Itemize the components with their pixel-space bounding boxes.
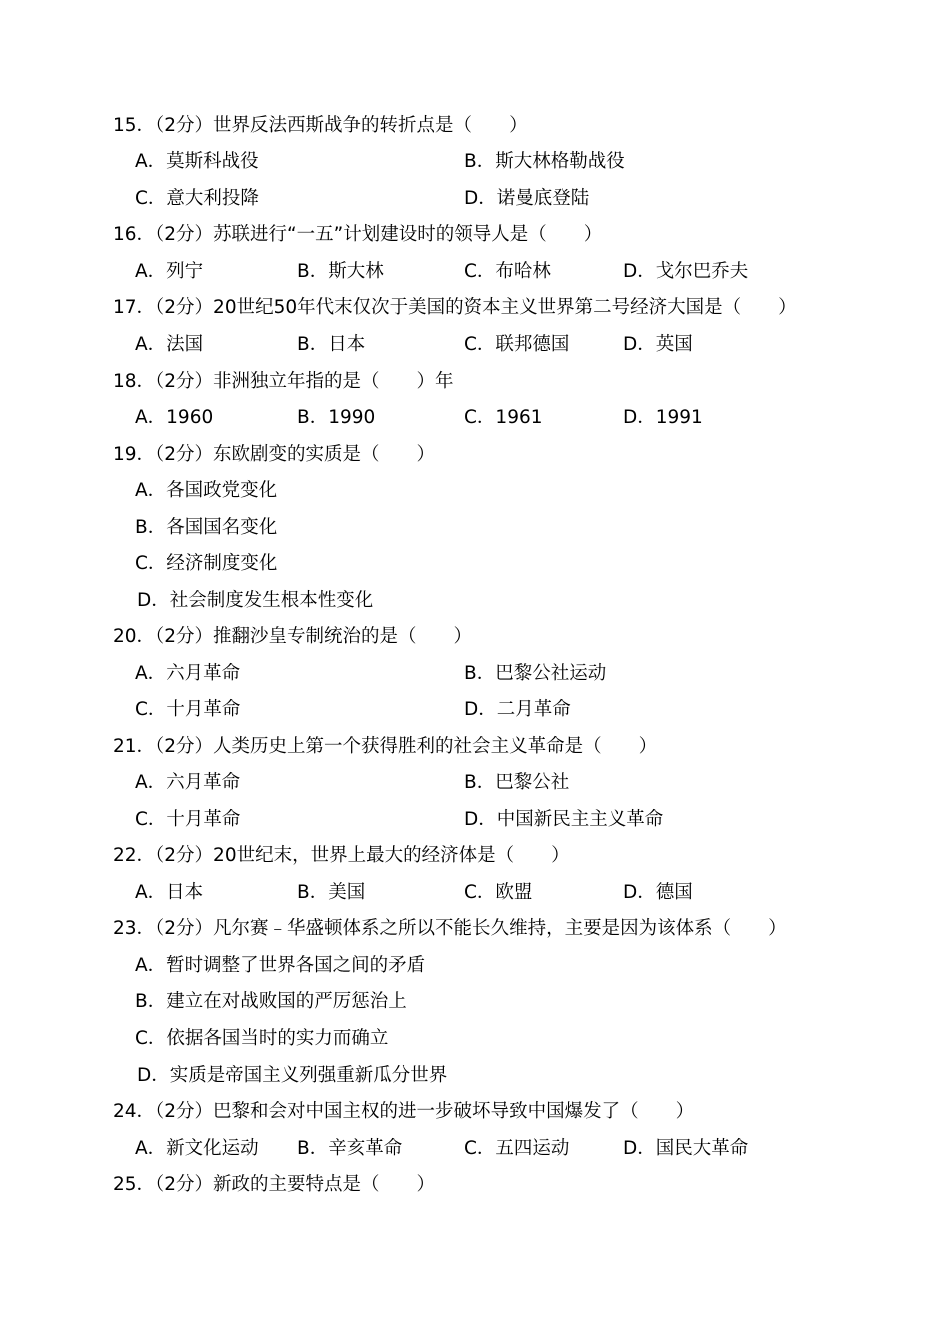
option-c[interactable]: C．经济制度变化	[135, 553, 278, 574]
option-a[interactable]: A．暂时调整了世界各国之间的矛盾	[135, 955, 426, 976]
option-b[interactable]: B．建立在对战败国的严厉惩治上	[135, 991, 407, 1012]
option-d[interactable]: D．德国	[623, 882, 693, 903]
option-b[interactable]: B．1990	[297, 407, 376, 428]
option-b[interactable]: B．日本	[297, 334, 366, 355]
option-b[interactable]: B．各国国名变化	[135, 517, 278, 538]
question-text: 15．（2分）世界反法西斯战争的转折点是（ ）	[113, 115, 528, 136]
question-text: 23．（2分）凡尔赛﹣华盛顿体系之所以不能长久维持，主要是因为该体系（ ）	[113, 918, 787, 939]
question-text: 18．（2分）非洲独立年指的是（ ）年	[113, 371, 454, 392]
option-b[interactable]: B．斯大林	[297, 261, 384, 282]
option-c[interactable]: C．1961	[464, 407, 543, 428]
option-c[interactable]: C．十月革命	[135, 809, 241, 830]
option-a[interactable]: A．列宁	[135, 261, 204, 282]
option-c[interactable]: C．五四运动	[464, 1138, 570, 1159]
option-d[interactable]: D．戈尔巴乔夫	[623, 261, 749, 282]
option-c[interactable]: C．欧盟	[464, 882, 533, 903]
option-a[interactable]: A．1960	[135, 407, 214, 428]
option-a[interactable]: A．法国	[135, 334, 204, 355]
option-c[interactable]: C．十月革命	[135, 699, 241, 720]
option-c[interactable]: C．意大利投降	[135, 188, 259, 209]
option-d[interactable]: D．英国	[623, 334, 693, 355]
option-a[interactable]: A．莫斯科战役	[135, 151, 259, 172]
question-text: 25．（2分）新政的主要特点是（ ）	[113, 1174, 436, 1195]
option-b[interactable]: B．辛亥革命	[297, 1138, 403, 1159]
option-d[interactable]: D．国民大革命	[623, 1138, 749, 1159]
question-text: 24．（2分）巴黎和会对中国主权的进一步破坏导致中国爆发了（ ）	[113, 1101, 695, 1122]
option-a[interactable]: A．日本	[135, 882, 204, 903]
option-a[interactable]: A．各国政党变化	[135, 480, 278, 501]
option-d[interactable]: D．实质是帝国主义列强重新瓜分世界	[137, 1065, 448, 1086]
option-a[interactable]: A．六月革命	[135, 663, 241, 684]
option-d[interactable]: D．二月革命	[464, 699, 571, 720]
option-a[interactable]: A．六月革命	[135, 772, 241, 793]
option-b[interactable]: B．斯大林格勒战役	[464, 151, 625, 172]
option-b[interactable]: B．巴黎公社	[464, 772, 570, 793]
option-c[interactable]: C．联邦德国	[464, 334, 570, 355]
option-a[interactable]: A．新文化运动	[135, 1138, 259, 1159]
option-c[interactable]: C．布哈林	[464, 261, 551, 282]
option-c[interactable]: C．依据各国当时的实力而确立	[135, 1028, 389, 1049]
question-text: 20．（2分）推翻沙皇专制统治的是（ ）	[113, 626, 473, 647]
option-b[interactable]: B．巴黎公社运动	[464, 663, 607, 684]
question-text: 22．（2分）20世纪末，世界上最大的经济体是（ ）	[113, 845, 570, 866]
option-b[interactable]: B．美国	[297, 882, 366, 903]
question-text: 19．（2分）东欧剧变的实质是（ ）	[113, 444, 436, 465]
question-text: 21．（2分）人类历史上第一个获得胜利的社会主义革命是（ ）	[113, 736, 658, 757]
option-d[interactable]: D．中国新民主主义革命	[464, 809, 664, 830]
option-d[interactable]: D．社会制度发生根本性变化	[137, 590, 374, 611]
option-d[interactable]: D．1991	[623, 407, 703, 428]
option-d[interactable]: D．诺曼底登陆	[464, 188, 590, 209]
question-text: 16．（2分）苏联进行“一五”计划建设时的领导人是（ ）	[113, 224, 603, 245]
question-text: 17．（2分）20世纪50年代末仅次于美国的资本主义世界第二号经济大国是（ ）	[113, 297, 797, 318]
